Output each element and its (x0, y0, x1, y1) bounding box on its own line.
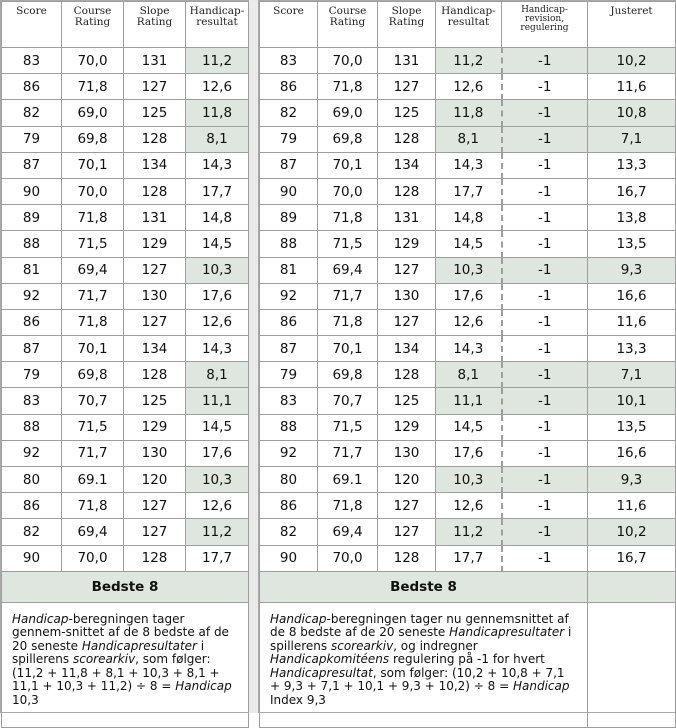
table-row (260, 231, 676, 257)
slope-rating-cell: 134 (124, 152, 186, 178)
note-segment: Handicap (512, 679, 570, 694)
score-cell: 92 (2, 283, 62, 309)
adjustment-cell: -1 (502, 152, 588, 178)
left-table-body (2, 48, 249, 572)
right-table-body (260, 48, 676, 572)
table-row (260, 126, 676, 152)
table-row (260, 519, 676, 545)
slope-rating-cell: 128 (124, 178, 186, 204)
handicap-result-cell: 17,6 (186, 283, 249, 309)
table-row (2, 336, 249, 362)
header-course-rating: Course Rating (318, 2, 378, 48)
course-rating-cell: 69,8 (62, 362, 124, 388)
adjusted-cell: 9,3 (588, 467, 676, 493)
handicap-result-cell: 17,7 (186, 178, 249, 204)
header-score: Score (2, 2, 62, 48)
handicap-result-cell: 10,3 (186, 467, 249, 493)
score-cell: 86 (260, 74, 318, 100)
score-cell: 87 (260, 152, 318, 178)
score-cell: 87 (2, 336, 62, 362)
score-cell: 86 (260, 493, 318, 519)
table-row (2, 440, 249, 466)
score-cell: 87 (2, 152, 62, 178)
course-rating-cell: 70,1 (318, 336, 378, 362)
handicap-result-cell: 14,3 (186, 336, 249, 362)
note-segment: scorearkiv (330, 638, 394, 653)
handicap-result-cell: 14,3 (186, 152, 249, 178)
handicap-result-cell: 14,8 (436, 205, 502, 231)
header-score: Score (260, 2, 318, 48)
course-rating-cell: 69.1 (62, 467, 124, 493)
handicap-result-cell: 11,2 (436, 48, 502, 74)
course-rating-cell: 70,0 (318, 48, 378, 74)
course-rating-cell: 71,5 (62, 231, 124, 257)
handicap-result-cell: 12,6 (436, 493, 502, 519)
adjustment-cell: -1 (502, 126, 588, 152)
handicap-result-cell: 14,3 (436, 336, 502, 362)
table-row (260, 545, 676, 571)
table-row (260, 152, 676, 178)
adjusted-cell: 7,1 (588, 126, 676, 152)
slope-rating-cell: 131 (124, 48, 186, 74)
adjustment-cell: -1 (502, 414, 588, 440)
score-cell: 80 (260, 467, 318, 493)
adjustment-cell: -1 (502, 100, 588, 126)
course-rating-cell: 69,8 (318, 362, 378, 388)
left-best-8-label: Bedste 8 (2, 571, 249, 602)
score-cell: 90 (2, 178, 62, 204)
right-best-8-label: Bedste 8 (260, 571, 588, 602)
note-segment: Handicapresultater (449, 625, 565, 640)
table-row (260, 309, 676, 335)
table-row (260, 493, 676, 519)
handicap-result-cell: 10,3 (186, 257, 249, 283)
table-row (2, 205, 249, 231)
handicap-result-cell: 11,2 (186, 48, 249, 74)
table-row (2, 178, 249, 204)
header-slope-rating: Slope Rating (378, 2, 436, 48)
handicap-result-cell: 17,6 (436, 440, 502, 466)
slope-rating-cell: 130 (124, 440, 186, 466)
table-row (2, 467, 249, 493)
handicap-result-cell: 17,7 (436, 178, 502, 204)
course-rating-cell: 71,7 (318, 283, 378, 309)
table-row (260, 178, 676, 204)
adjustment-cell: -1 (502, 283, 588, 309)
note-segment: Handicapkomitéens (270, 652, 390, 667)
header-course-rating: Course Rating (62, 2, 124, 48)
adjustment-cell: -1 (502, 205, 588, 231)
course-rating-cell: 70,1 (62, 152, 124, 178)
table-row (260, 205, 676, 231)
score-cell: 88 (2, 231, 62, 257)
course-rating-cell: 69,8 (318, 126, 378, 152)
score-cell: 79 (2, 126, 62, 152)
table-row (2, 493, 249, 519)
table-row (260, 467, 676, 493)
score-cell: 82 (260, 519, 318, 545)
adjustment-cell: -1 (502, 178, 588, 204)
score-cell: 83 (260, 48, 318, 74)
table-row (260, 388, 676, 414)
score-cell: 79 (2, 362, 62, 388)
score-cell: 86 (2, 309, 62, 335)
slope-rating-cell: 128 (124, 545, 186, 571)
adjusted-cell: 10,1 (588, 388, 676, 414)
right-explanation (260, 603, 587, 708)
slope-rating-cell: 127 (124, 493, 186, 519)
course-rating-cell: 71,8 (62, 309, 124, 335)
course-rating-cell: 69,0 (62, 100, 124, 126)
slope-rating-cell: 125 (378, 100, 436, 126)
handicap-result-cell: 12,6 (186, 309, 249, 335)
course-rating-cell: 71,8 (318, 493, 378, 519)
slope-rating-cell: 129 (124, 414, 186, 440)
score-cell: 86 (2, 493, 62, 519)
course-rating-cell: 71,5 (318, 231, 378, 257)
slope-rating-cell: 125 (124, 388, 186, 414)
note-segment: Handicapresultat (270, 665, 373, 680)
note-segment: 10,3 (12, 692, 39, 707)
table-row (2, 414, 249, 440)
table-row (2, 74, 249, 100)
adjustment-cell: -1 (502, 257, 588, 283)
handicap-result-cell: 14,5 (436, 414, 502, 440)
score-cell: 86 (260, 309, 318, 335)
course-rating-cell: 71,8 (62, 74, 124, 100)
slope-rating-cell: 127 (124, 74, 186, 100)
table-row (2, 152, 249, 178)
handicap-result-cell: 8,1 (436, 362, 502, 388)
score-cell: 88 (260, 414, 318, 440)
adjusted-cell: 16,7 (588, 178, 676, 204)
score-cell: 83 (2, 48, 62, 74)
handicap-result-cell: 11,8 (436, 100, 502, 126)
table-row (2, 257, 249, 283)
note-segment: i spillerens (12, 638, 205, 667)
slope-rating-cell: 128 (124, 362, 186, 388)
adjusted-cell: 9,3 (588, 257, 676, 283)
adjustment-cell: -1 (502, 48, 588, 74)
table-row (2, 388, 249, 414)
score-cell: 92 (260, 440, 318, 466)
slope-rating-cell: 120 (378, 467, 436, 493)
header-adjusted: Justeret (588, 2, 676, 48)
slope-rating-cell: 131 (378, 205, 436, 231)
slope-rating-cell: 134 (378, 336, 436, 362)
score-cell: 80 (2, 467, 62, 493)
slope-rating-cell: 127 (124, 257, 186, 283)
score-cell: 82 (2, 519, 62, 545)
handicap-result-cell: 11,1 (436, 388, 502, 414)
adjusted-cell: 13,8 (588, 205, 676, 231)
header-handicap-revision: Handicap-revision, regulering (502, 2, 588, 48)
slope-rating-cell: 127 (378, 493, 436, 519)
handicap-result-cell: 14,5 (436, 231, 502, 257)
score-cell: 88 (260, 231, 318, 257)
note-segment: Handicap (270, 611, 327, 626)
course-rating-cell: 70,0 (62, 178, 124, 204)
table-row (2, 126, 249, 152)
table-row (2, 545, 249, 571)
score-cell: 92 (2, 440, 62, 466)
course-rating-cell: 70,1 (62, 336, 124, 362)
slope-rating-cell: 131 (124, 205, 186, 231)
table-row (2, 309, 249, 335)
handicap-result-cell: 17,7 (186, 545, 249, 571)
table-row (2, 519, 249, 545)
adjustment-cell: -1 (502, 545, 588, 571)
score-cell: 90 (260, 545, 318, 571)
slope-rating-cell: 120 (124, 467, 186, 493)
handicap-result-cell: 11,8 (186, 100, 249, 126)
table-row (2, 283, 249, 309)
slope-rating-cell: 125 (378, 388, 436, 414)
course-rating-cell: 70,0 (62, 545, 124, 571)
handicap-result-cell: 12,6 (436, 309, 502, 335)
right-best-8-blank (588, 571, 676, 602)
note-segment: scorearkiv (72, 652, 136, 667)
score-cell: 79 (260, 126, 318, 152)
slope-rating-cell: 134 (378, 152, 436, 178)
slope-rating-cell: 129 (378, 414, 436, 440)
course-rating-cell: 71,8 (318, 74, 378, 100)
header-slope-rating: Slope Rating (124, 2, 186, 48)
course-rating-cell: 69,4 (318, 519, 378, 545)
handicap-result-cell: 12,6 (186, 493, 249, 519)
course-rating-cell: 69.1 (318, 467, 378, 493)
note-segment: , som følger: (10,2 + 10,8 + 7,1 + 9,3 + 7,1 + 10,1 + 9,3 + 10,2) ÷ 8 = (270, 665, 565, 694)
handicap-result-cell: 10,3 (436, 467, 502, 493)
adjustment-cell: -1 (502, 362, 588, 388)
score-cell: 87 (260, 336, 318, 362)
table-row (260, 362, 676, 388)
table-row (260, 414, 676, 440)
left-panel (0, 0, 249, 713)
note-segment: , som følger: (11,2 + 11,8 + 8,1 + 10,3 + 8,1 + 11,1 + 10,3 + 11,2) ÷ 8 = (12, 652, 220, 694)
score-cell: 81 (2, 257, 62, 283)
slope-rating-cell: 127 (124, 519, 186, 545)
slope-rating-cell: 127 (378, 74, 436, 100)
adjusted-cell: 13,3 (588, 336, 676, 362)
course-rating-cell: 69,4 (62, 257, 124, 283)
adjusted-cell: 13,5 (588, 414, 676, 440)
course-rating-cell: 70,0 (318, 545, 378, 571)
slope-rating-cell: 128 (378, 545, 436, 571)
left-explanation (2, 603, 248, 708)
handicap-result-cell: 12,6 (186, 74, 249, 100)
adjusted-cell: 13,3 (588, 152, 676, 178)
handicap-result-cell: 14,8 (186, 205, 249, 231)
note-segment: , og indregner (393, 638, 478, 653)
handicap-result-cell: 8,1 (186, 126, 249, 152)
handicap-result-cell: 8,1 (436, 126, 502, 152)
table-row (2, 100, 249, 126)
slope-rating-cell: 127 (378, 257, 436, 283)
course-rating-cell: 69,4 (62, 519, 124, 545)
adjusted-cell: 16,6 (588, 283, 676, 309)
adjustment-cell: -1 (502, 388, 588, 414)
left-header-row (2, 2, 249, 48)
table-row (260, 100, 676, 126)
score-cell: 83 (260, 388, 318, 414)
course-rating-cell: 69,4 (318, 257, 378, 283)
adjustment-cell: -1 (502, 231, 588, 257)
handicap-result-cell: 17,7 (436, 545, 502, 571)
adjusted-cell: 13,5 (588, 231, 676, 257)
course-rating-cell: 69,8 (62, 126, 124, 152)
slope-rating-cell: 130 (378, 440, 436, 466)
adjustment-cell: -1 (502, 467, 588, 493)
score-cell: 82 (260, 100, 318, 126)
score-cell: 89 (260, 205, 318, 231)
note-segment: Handicapresultater (81, 638, 197, 653)
course-rating-cell: 71,8 (62, 205, 124, 231)
note-segment: -beregningen tager gennem-snittet af de 8 bedste af de 20 seneste (12, 611, 229, 653)
handicap-result-cell: 11,2 (436, 519, 502, 545)
adjusted-cell: 10,2 (588, 48, 676, 74)
slope-rating-cell: 128 (378, 178, 436, 204)
adjustment-cell: -1 (502, 336, 588, 362)
slope-rating-cell: 127 (378, 519, 436, 545)
table-row (260, 257, 676, 283)
course-rating-cell: 71,8 (318, 309, 378, 335)
adjusted-cell: 11,6 (588, 309, 676, 335)
handicap-result-cell: 17,6 (186, 440, 249, 466)
slope-rating-cell: 129 (124, 231, 186, 257)
course-rating-cell: 71,5 (318, 414, 378, 440)
slope-rating-cell: 131 (378, 48, 436, 74)
adjusted-cell: 10,2 (588, 519, 676, 545)
slope-rating-cell: 127 (124, 309, 186, 335)
table-row (2, 48, 249, 74)
course-rating-cell: 71,8 (62, 493, 124, 519)
slope-rating-cell: 128 (378, 126, 436, 152)
table-row (260, 74, 676, 100)
adjusted-cell: 10,8 (588, 100, 676, 126)
slope-rating-cell: 130 (124, 283, 186, 309)
score-cell: 90 (260, 178, 318, 204)
handicap-result-cell: 12,6 (436, 74, 502, 100)
handicap-result-cell: 10,3 (436, 257, 502, 283)
handicap-result-cell: 17,6 (436, 283, 502, 309)
course-rating-cell: 70,7 (62, 388, 124, 414)
header-handicap-result: Handicap-resultat (436, 2, 502, 48)
table-row (2, 231, 249, 257)
right-table (259, 1, 676, 728)
score-cell: 90 (2, 545, 62, 571)
course-rating-cell: 70,1 (318, 152, 378, 178)
adjustment-cell: -1 (502, 493, 588, 519)
note-segment: regulering på -1 for hvert (389, 652, 545, 667)
adjusted-cell: 16,7 (588, 545, 676, 571)
left-table (1, 1, 249, 728)
adjusted-cell: 11,6 (588, 74, 676, 100)
score-cell: 88 (2, 414, 62, 440)
course-rating-cell: 70,7 (318, 388, 378, 414)
score-cell: 82 (2, 100, 62, 126)
adjustment-cell: -1 (502, 519, 588, 545)
adjustment-cell: -1 (502, 440, 588, 466)
note-segment: Index 9,3 (270, 692, 326, 707)
adjusted-cell: 11,6 (588, 493, 676, 519)
slope-rating-cell: 134 (124, 336, 186, 362)
table-row (260, 283, 676, 309)
slope-rating-cell: 129 (378, 231, 436, 257)
adjusted-cell: 16,6 (588, 440, 676, 466)
course-rating-cell: 71,7 (318, 440, 378, 466)
handicap-result-cell: 14,3 (436, 152, 502, 178)
note-segment: i spillerens (270, 625, 572, 653)
header-handicap-result: Handicap-resultat (186, 2, 249, 48)
handicap-result-cell: 11,2 (186, 519, 249, 545)
course-rating-cell: 71,7 (62, 283, 124, 309)
table-row (2, 362, 249, 388)
table-row (260, 48, 676, 74)
score-cell: 89 (2, 205, 62, 231)
handicap-result-cell: 8,1 (186, 362, 249, 388)
table-row (260, 440, 676, 466)
course-rating-cell: 71,5 (62, 414, 124, 440)
note-segment: Handicap (12, 611, 69, 626)
handicap-result-cell: 14,5 (186, 231, 249, 257)
adjustment-cell: -1 (502, 309, 588, 335)
adjusted-cell: 7,1 (588, 362, 676, 388)
course-rating-cell: 71,7 (62, 440, 124, 466)
course-rating-cell: 70,0 (318, 178, 378, 204)
right-panel (258, 0, 676, 713)
handicap-result-cell: 14,5 (186, 414, 249, 440)
handicap-result-cell: 11,1 (186, 388, 249, 414)
note-segment: Handicap (175, 679, 232, 694)
slope-rating-cell: 125 (124, 100, 186, 126)
score-cell: 86 (2, 74, 62, 100)
right-header-row (260, 2, 676, 48)
slope-rating-cell: 127 (378, 309, 436, 335)
course-rating-cell: 71,8 (318, 205, 378, 231)
score-cell: 79 (260, 362, 318, 388)
score-cell: 81 (260, 257, 318, 283)
adjustment-cell: -1 (502, 74, 588, 100)
slope-rating-cell: 128 (124, 126, 186, 152)
slope-rating-cell: 128 (378, 362, 436, 388)
course-rating-cell: 70,0 (62, 48, 124, 74)
slope-rating-cell: 130 (378, 283, 436, 309)
score-cell: 83 (2, 388, 62, 414)
note-segment: -beregningen tager nu gennemsnittet af de 8 bedste af de 20 seneste (270, 611, 569, 640)
table-row (260, 336, 676, 362)
course-rating-cell: 69,0 (318, 100, 378, 126)
panel-separator (249, 0, 258, 713)
score-cell: 92 (260, 283, 318, 309)
